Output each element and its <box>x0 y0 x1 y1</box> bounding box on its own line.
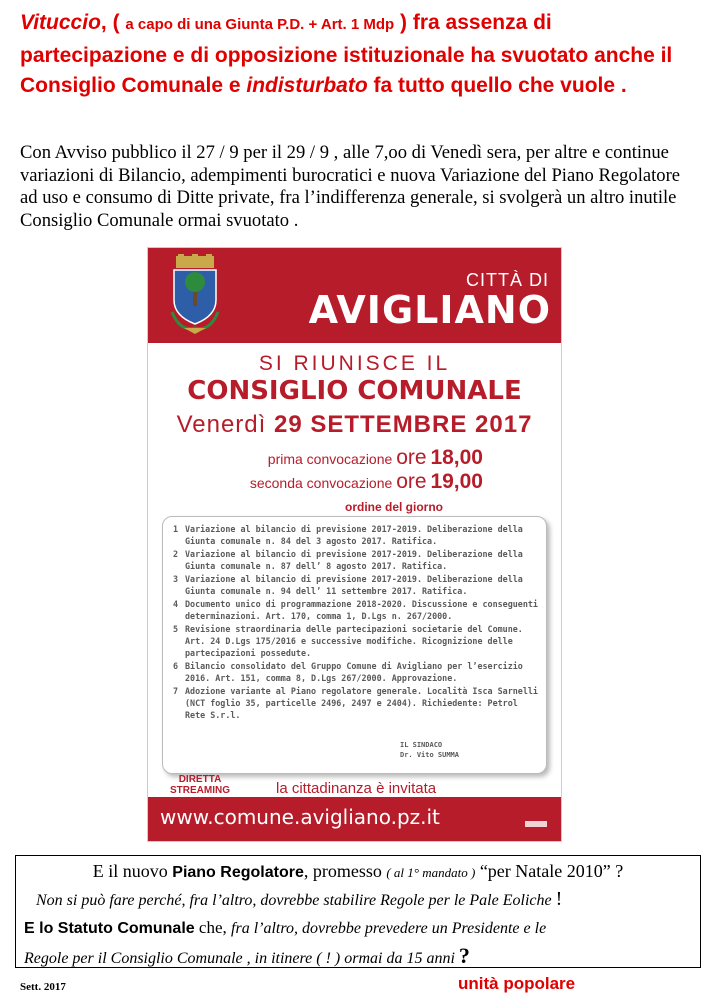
agenda-item-text: Variazione al bilancio di previsione 2017-2019. Deliberazione della Giunta comunale n. 87 dell’ 8 agosto 2017. Ratifica. <box>185 549 523 571</box>
agenda-item-number: 1 <box>173 524 179 534</box>
agenda-heading: ordine del giorno <box>345 500 443 514</box>
box-mark: ? <box>458 943 470 968</box>
agenda-list <box>162 516 547 774</box>
agenda-item <box>173 573 538 597</box>
agenda-item <box>173 623 538 659</box>
agenda-item <box>173 523 538 547</box>
date-footer: Sett. 2017 <box>20 981 66 993</box>
box-mark: ! <box>555 888 563 910</box>
box-text: Non si può fare perché, fra l’altro, dovrebbe stabilire Regole per le Pale Eoliche <box>36 892 556 909</box>
box-text: fra l’altro, dovrebbe prevedere un Presidente e le <box>231 920 547 937</box>
poster-date-day: Venerdì <box>176 411 267 438</box>
poster-date-rest: 29 SETTEMBRE 2017 <box>273 411 533 438</box>
headline-emphasis: indisturbato <box>246 74 368 97</box>
agenda-item-number: 5 <box>173 624 179 634</box>
box-line-4 <box>24 943 692 972</box>
second-call-ore: ore <box>396 470 427 493</box>
agenda-item <box>173 660 538 684</box>
poster-city-name: AVIGLIANO <box>308 288 551 332</box>
box-keyword: Piano Regolatore <box>172 864 304 881</box>
intro-paragraph: Con Avviso pubblico il 27 / 9 per il 29 / 9 , alle 7,oo di Venedì sera, per altre e continue variazioni di Bilancio, adempimenti burocratici e nuova Variazione del Piano Regolatore ad uso e consumo di Ditte private, fra l’indifferenza generale, si svolgerà un altro inutile Consiglio Comunale ormai svuotato . <box>20 142 681 231</box>
box-text: E il nuovo <box>92 861 173 881</box>
poster-citta-label: CITTÀ DI <box>466 270 549 290</box>
council-poster <box>147 247 562 842</box>
mayor-title: IL SINDACO <box>399 741 443 749</box>
second-call-label: seconda convocazione <box>249 475 393 491</box>
headline-part: fa tutto quello che vuole . <box>367 74 627 97</box>
second-call-time: 19,00 <box>430 470 483 493</box>
agenda-item-text: Documento unico di programmazione 2018-2020. Discussione e conseguenti determinazioni. Art. 170, comma 1, D.Lgs n. 267/2000. <box>185 599 538 621</box>
mayor-signature <box>400 740 459 760</box>
website-link[interactable]: www.comune.avigliano.pz.it <box>160 805 440 829</box>
box-line-2 <box>24 886 692 914</box>
headline-part: , ( <box>100 11 126 34</box>
coat-of-arms-icon <box>166 254 224 336</box>
box-text: Regole per il Consiglio Comunale , in itinere ( ! ) ormai da 15 anni <box>24 950 459 967</box>
box-text: che, <box>194 918 232 937</box>
agenda-item-number: 7 <box>173 686 179 696</box>
first-call-label: prima convocazione <box>267 451 393 467</box>
agenda-item-number: 2 <box>173 549 179 559</box>
first-call <box>268 446 483 470</box>
agenda-item <box>173 685 538 721</box>
first-call-ore: ore <box>396 446 427 469</box>
agenda-item-text: Bilancio consolidato del Gruppo Comune di Avigliano per l’esercizio 2016. Art. 151, comma 8, D.Lgs 267/2000. Approvazione. <box>185 661 523 683</box>
second-call <box>250 470 483 494</box>
poster-subtitle: SI RIUNISCE IL <box>258 352 451 375</box>
agenda-item <box>173 598 538 622</box>
agenda-item-text: Variazione al bilancio di previsione 2017-2019. Deliberazione della Giunta comunale n. 84 del 3 agosto 2017. Ratifica. <box>185 524 523 546</box>
headline-name: Vituccio <box>20 11 101 34</box>
mayor-name: Dr. Vito SUMMA <box>399 751 459 759</box>
box-line-1 <box>24 858 692 886</box>
headline <box>20 8 700 102</box>
sponsor-logo-icon <box>525 821 547 827</box>
box-keyword: E lo Statuto Comunale <box>24 920 195 937</box>
agenda-item-number: 6 <box>173 661 179 671</box>
headline-parenthetical: a capo di una Giunta P.D. + Art. 1 Mdp <box>125 16 395 33</box>
streaming-label-line2: STREAMING <box>170 785 230 796</box>
agenda-item-number: 4 <box>173 599 179 609</box>
signature-footer: unità popolare <box>458 974 576 993</box>
invitation-text: la cittadinanza è invitata <box>276 780 437 797</box>
box-line-3 <box>24 914 692 943</box>
streaming-label <box>170 774 230 796</box>
poster-header <box>148 248 562 343</box>
box-text: , promesso <box>303 861 387 881</box>
poster-footer <box>148 797 562 841</box>
box-aside: ( al 1° mandato ) <box>386 865 476 880</box>
agenda-item <box>173 548 538 572</box>
streaming-label-line1: DIRETTA <box>178 774 222 785</box>
poster-date <box>148 411 561 439</box>
box-text: “per Natale 2010” ? <box>475 861 624 881</box>
commentary-box <box>15 855 701 968</box>
agenda-item-text: Variazione al bilancio di previsione 2017-2019. Deliberazione della Giunta comunale n. 94 dell’ 11 settembre 2017. Ratifica. <box>185 574 523 596</box>
agenda-item-text: Revisione straordinaria delle partecipazioni societarie del Comune. Art. 24 D.Lgs 175/2016 e successive modifiche. Ricognizione delle partecipazioni possedute. <box>185 624 523 658</box>
headline-part: ) fra assenza di partecipazione e di opposizione istituzionale ha svuotato anche il Consiglio Comunale e <box>20 11 673 97</box>
agenda-item-text: Adozione variante al Piano regolatore generale. Località Isca Sarnelli (NCT foglio 35, particelle 2496, 2497 e 2404). Richiedente: Petrol Rete S.r.l. <box>185 686 538 720</box>
first-call-time: 18,00 <box>430 446 483 469</box>
poster-title: CONSIGLIO COMUNALE <box>187 376 522 406</box>
agenda-item-number: 3 <box>173 574 179 584</box>
